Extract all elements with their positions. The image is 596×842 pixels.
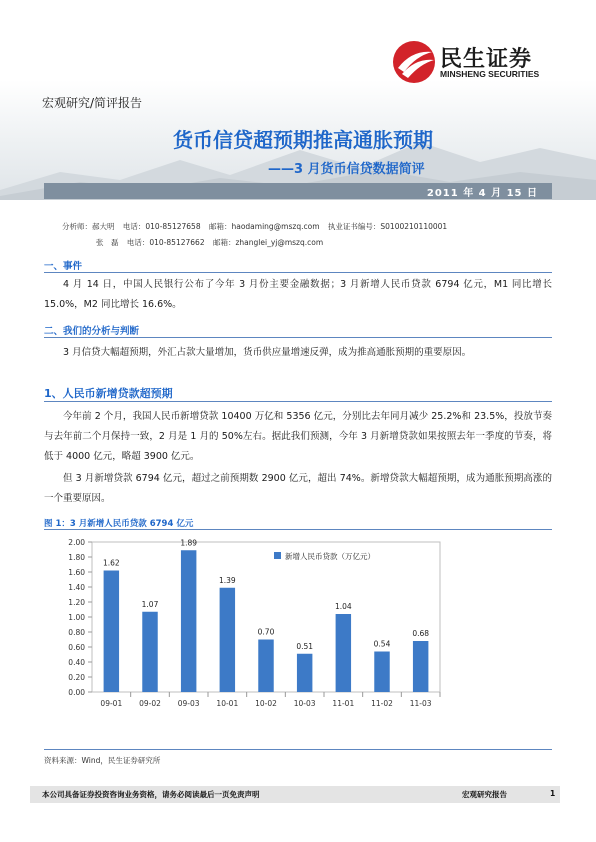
y-tick-label: 0.80	[68, 628, 85, 637]
legend-label: 新增人民币贷款（万亿元）	[285, 552, 375, 561]
section-divider	[44, 272, 552, 273]
bar	[104, 571, 119, 693]
subsection-heading-loans: 1、人民币新增贷款超预期	[44, 387, 173, 400]
y-tick-label: 0.00	[68, 688, 85, 697]
analyst-name: 分析师：郝大明	[62, 222, 115, 231]
page-number: 1	[550, 789, 556, 798]
x-tick-label: 10-03	[293, 699, 316, 708]
figure-source: 资料来源：Wind，民生证券研究所	[44, 756, 161, 765]
analyst-row	[62, 235, 453, 251]
logo-english-name: MINSHENG SECURITIES	[440, 69, 540, 79]
bar	[297, 654, 312, 692]
x-tick-label: 09-01	[100, 699, 123, 708]
logo-chinese-name: 民生证券	[440, 47, 533, 72]
y-tick-label: 0.40	[68, 658, 85, 667]
analyst-info	[62, 219, 453, 251]
report-subtitle: ——3 月货币信贷数据简评	[268, 162, 425, 177]
y-tick-label: 1.20	[68, 598, 85, 607]
bar	[220, 588, 235, 692]
y-tick-label: 2.00	[68, 538, 85, 547]
section-heading-event: 一、事件	[44, 261, 83, 272]
loan-bar-chart	[44, 530, 552, 730]
figure-title: 图 1：3 月新增人民币贷款 6794 亿元	[44, 519, 194, 529]
loans-paragraph-1: 今年前 2 个月，我国人民币新增贷款 10400 万亿和 5356 亿元，分别比去年同月减少 25.2%和 23.5%，投放节奏与去年前二个月保持一致，2 月是 1 月的 50%左右。据此我们预测，今年 3 月新增贷款如果按照去年一季度的节奏，将低于 4000 亿元，略超 3900 亿元。	[44, 411, 552, 462]
bar	[258, 640, 273, 693]
minsheng-logo-icon	[392, 40, 436, 84]
report-title: 货币信贷超预期推高通胀预期	[173, 128, 433, 152]
bar	[374, 652, 389, 693]
footer-disclaimer: 本公司具备证券投资咨询业务资格，请务必阅读最后一页免责声明	[42, 790, 260, 799]
analyst-phone: 电话：010-85127662	[126, 238, 205, 247]
bar-value-label: 1.62	[102, 558, 120, 568]
bar-value-label: 0.51	[296, 641, 314, 651]
analyst-phone: 电话：010-85127658	[122, 222, 201, 231]
analyst-cert: 执业证书编号：S0100210110001	[327, 222, 448, 231]
bar-value-label: 0.68	[412, 629, 430, 638]
date-bar	[44, 183, 552, 199]
x-tick-label: 09-02	[139, 699, 161, 708]
y-tick-label: 0.20	[68, 673, 85, 682]
bar-value-label: 1.39	[218, 575, 236, 585]
bar-value-label: 1.89	[180, 538, 198, 548]
x-tick-label: 11-03	[409, 699, 432, 708]
bar-value-label: 1.07	[141, 599, 159, 609]
x-tick-label: 10-02	[255, 699, 277, 708]
legend-swatch	[274, 552, 281, 559]
bar	[181, 550, 196, 692]
analyst-email: 邮箱：zhanglei_yj@mszq.com	[212, 238, 324, 247]
analyst-email: 邮箱：haodaming@mszq.com	[208, 222, 320, 231]
event-paragraph: 4 月 14 日，中国人民银行公布了今年 3 月份主要金融数据；3 月新增人民币贷款 6794 亿元，M1 同比增长 15.0%，M2 同比增长 16.6%。	[44, 279, 552, 310]
x-tick-label: 11-01	[332, 699, 355, 708]
y-tick-label: 1.00	[68, 613, 85, 622]
report-type: 宏观研究/简评报告	[42, 96, 143, 110]
analyst-name: 张 磊	[96, 238, 119, 247]
section-divider	[44, 337, 552, 338]
brand-logo	[392, 40, 554, 84]
source-divider	[44, 749, 552, 750]
bar	[413, 641, 428, 692]
x-tick-label: 10-01	[216, 699, 239, 708]
bar	[336, 614, 351, 692]
section-divider	[44, 401, 552, 402]
footer-bar	[30, 786, 560, 803]
analyst-row	[62, 219, 453, 235]
bar-value-label: 0.54	[373, 639, 391, 649]
y-tick-label: 0.60	[68, 643, 85, 652]
analysis-paragraph: 3 月信贷大幅超预期，外汇占款大量增加，货币供应量增速反弹，成为推高通胀预期的重要原因。	[63, 347, 472, 358]
bar-value-label: 0.70	[257, 627, 275, 637]
section-heading-analysis: 二、我们的分析与判断	[44, 326, 140, 337]
loans-paragraph-2: 但 3 月新增贷款 6794 亿元，超过之前预期数 2900 亿元，超出 74%。新增贷款大幅超预期，成为通胀预期高涨的一个重要原因。	[44, 473, 552, 504]
x-tick-label: 09-03	[177, 699, 200, 708]
y-tick-label: 1.80	[68, 553, 85, 562]
bar	[142, 612, 157, 692]
footer-report-name: 宏观研究报告	[462, 790, 507, 799]
bar-value-label: 1.04	[334, 602, 352, 611]
x-tick-label: 11-02	[371, 699, 393, 708]
y-tick-label: 1.40	[68, 583, 85, 592]
y-tick-label: 1.60	[68, 568, 85, 577]
report-date: 2011 年 4 月 15 日	[426, 188, 538, 199]
